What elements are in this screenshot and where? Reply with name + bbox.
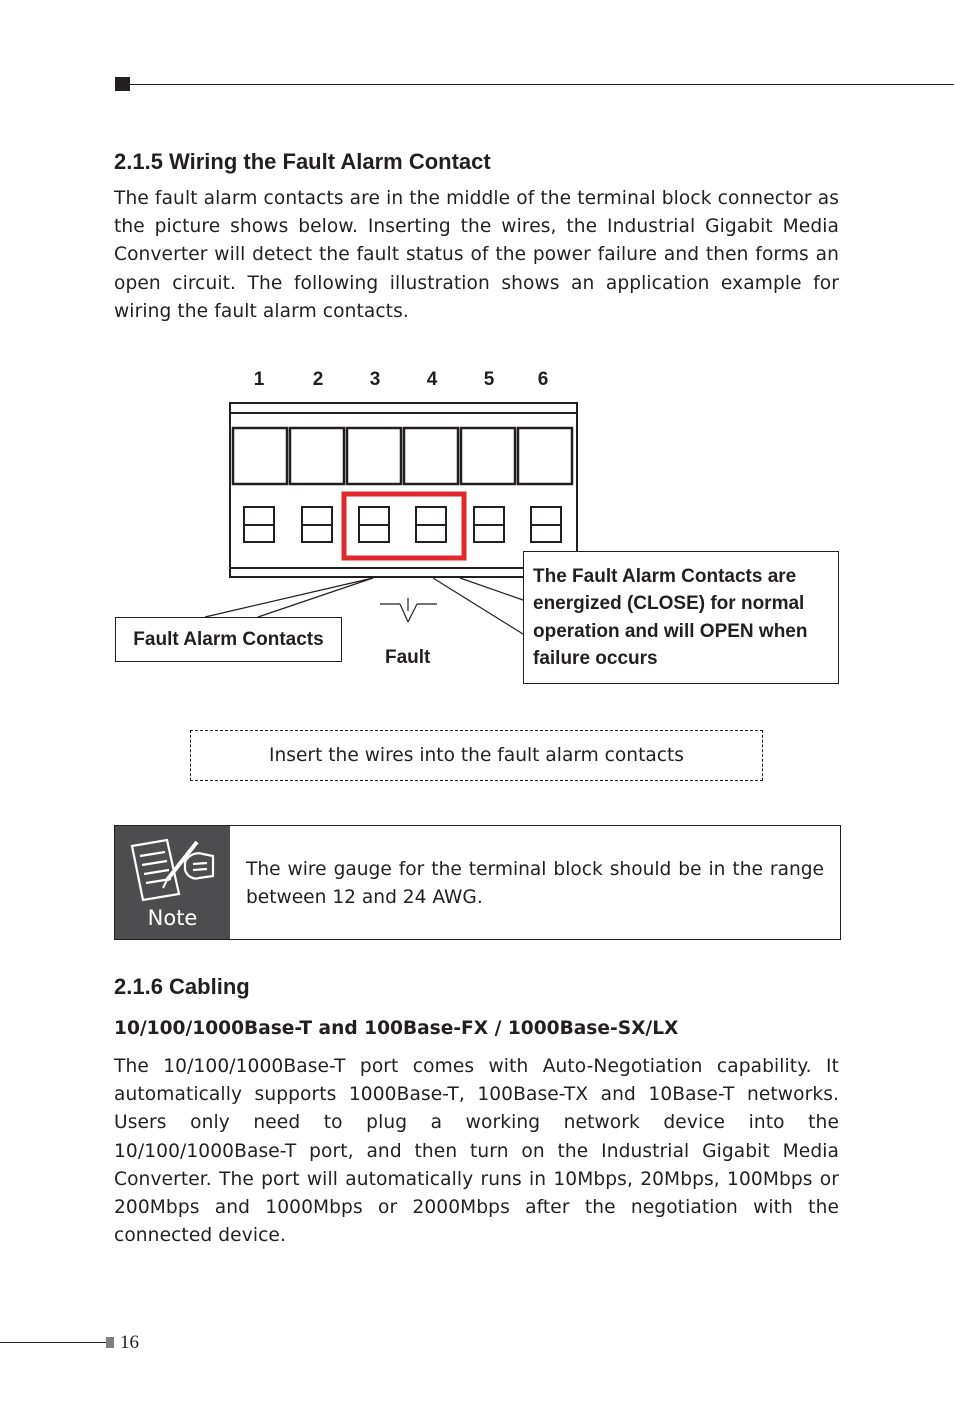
wire-slot: [347, 428, 401, 484]
paragraph-line: the 10/100/1000Base-T port, and then turn on the Industrial Gigabit: [114, 1112, 839, 1162]
fault-behavior-callout: [523, 551, 839, 684]
cabling-subheading: 10/100/1000Base-T and 100Base-FX / 1000Base-SX/LX: [114, 1018, 679, 1039]
paragraph-line: networks. Users only need to plug a working network device into: [114, 1084, 839, 1134]
note-text: [246, 856, 824, 912]
fault-label: Fault: [385, 647, 431, 668]
pin-number-4: 4: [426, 369, 438, 390]
footer-marker: [106, 1337, 114, 1348]
paragraph-line: Media Converter. The port will automatically runs in 10Mbps, 20Mbps,: [114, 1140, 839, 1190]
paragraph-line: The fault alarm contacts are in the middle of the terminal block: [114, 188, 718, 209]
callout-line: operation and will OPEN when: [533, 620, 808, 642]
callout-text: [533, 563, 838, 672]
page-number: 16: [120, 1332, 139, 1353]
diagram-caption: Insert the wires into the fault alarm contacts: [269, 745, 684, 766]
leader-line: [205, 578, 373, 617]
wire-slot: [233, 428, 287, 484]
pin-number-2: 2: [312, 369, 324, 390]
section-2-1-6-paragraph: [114, 1053, 839, 1250]
paragraph-line: with the connected device.: [114, 1197, 839, 1247]
note-box: [114, 825, 841, 940]
paragraph-line: shows an application example for wiring the fault alarm contacts.: [114, 272, 839, 322]
leader-line: [433, 578, 523, 634]
paragraph-line: 100Mbps or 200Mbps and 1000Mbps or 2000Mbps after the negotiation: [114, 1168, 839, 1219]
pin-number-5: 5: [483, 369, 495, 390]
wire-slot: [404, 428, 458, 484]
pin-number-6: 6: [537, 369, 549, 390]
pin-number-3: 3: [369, 369, 381, 390]
paragraph-line: It automatically supports 1000Base-T, 100Base-TX and 10Base-T: [114, 1056, 839, 1106]
wire-slot: [290, 428, 344, 484]
wire-slot: [461, 428, 515, 484]
fault-alarm-contacts-label: Fault Alarm Contacts: [133, 628, 324, 650]
note-label: Note: [147, 906, 198, 930]
callout-line: energized (CLOSE) for normal: [533, 593, 805, 615]
callout-line: The Fault Alarm Contacts are: [533, 566, 797, 587]
pin-number-1: 1: [253, 369, 265, 390]
paragraph-line: power failure and then forms an open circuit. The following illustration: [114, 244, 839, 294]
paragraph-line: connector as the picture shows below. Inserting the wires, the: [114, 188, 839, 238]
leader-line: [460, 578, 523, 600]
paragraph-line: The 10/100/1000Base-T port comes with Auto-Negotiation capability.: [114, 1056, 827, 1077]
fault-alarm-contacts-label-box: [115, 617, 342, 662]
wire-slot: [518, 428, 572, 484]
footer-rule: [0, 1342, 106, 1343]
section-heading-2-1-5: 2.1.5 Wiring the Fault Alarm Contact: [114, 149, 491, 174]
leader-line: [258, 578, 373, 617]
fault-switch-symbol: [380, 598, 437, 622]
diagram-caption-box: [190, 730, 763, 781]
note-icon-panel: [115, 826, 230, 939]
callout-line: failure occurs: [533, 647, 658, 669]
paragraph-line: Industrial Gigabit Media Converter will detect the fault status of the: [114, 216, 839, 266]
note-line: range between 12 and 24 AWG.: [246, 859, 824, 909]
section-heading-2-1-6: 2.1.6 Cabling: [114, 974, 250, 999]
note-pen-icon: [127, 836, 219, 904]
note-line: The wire gauge for the terminal block should be in the: [246, 859, 770, 880]
